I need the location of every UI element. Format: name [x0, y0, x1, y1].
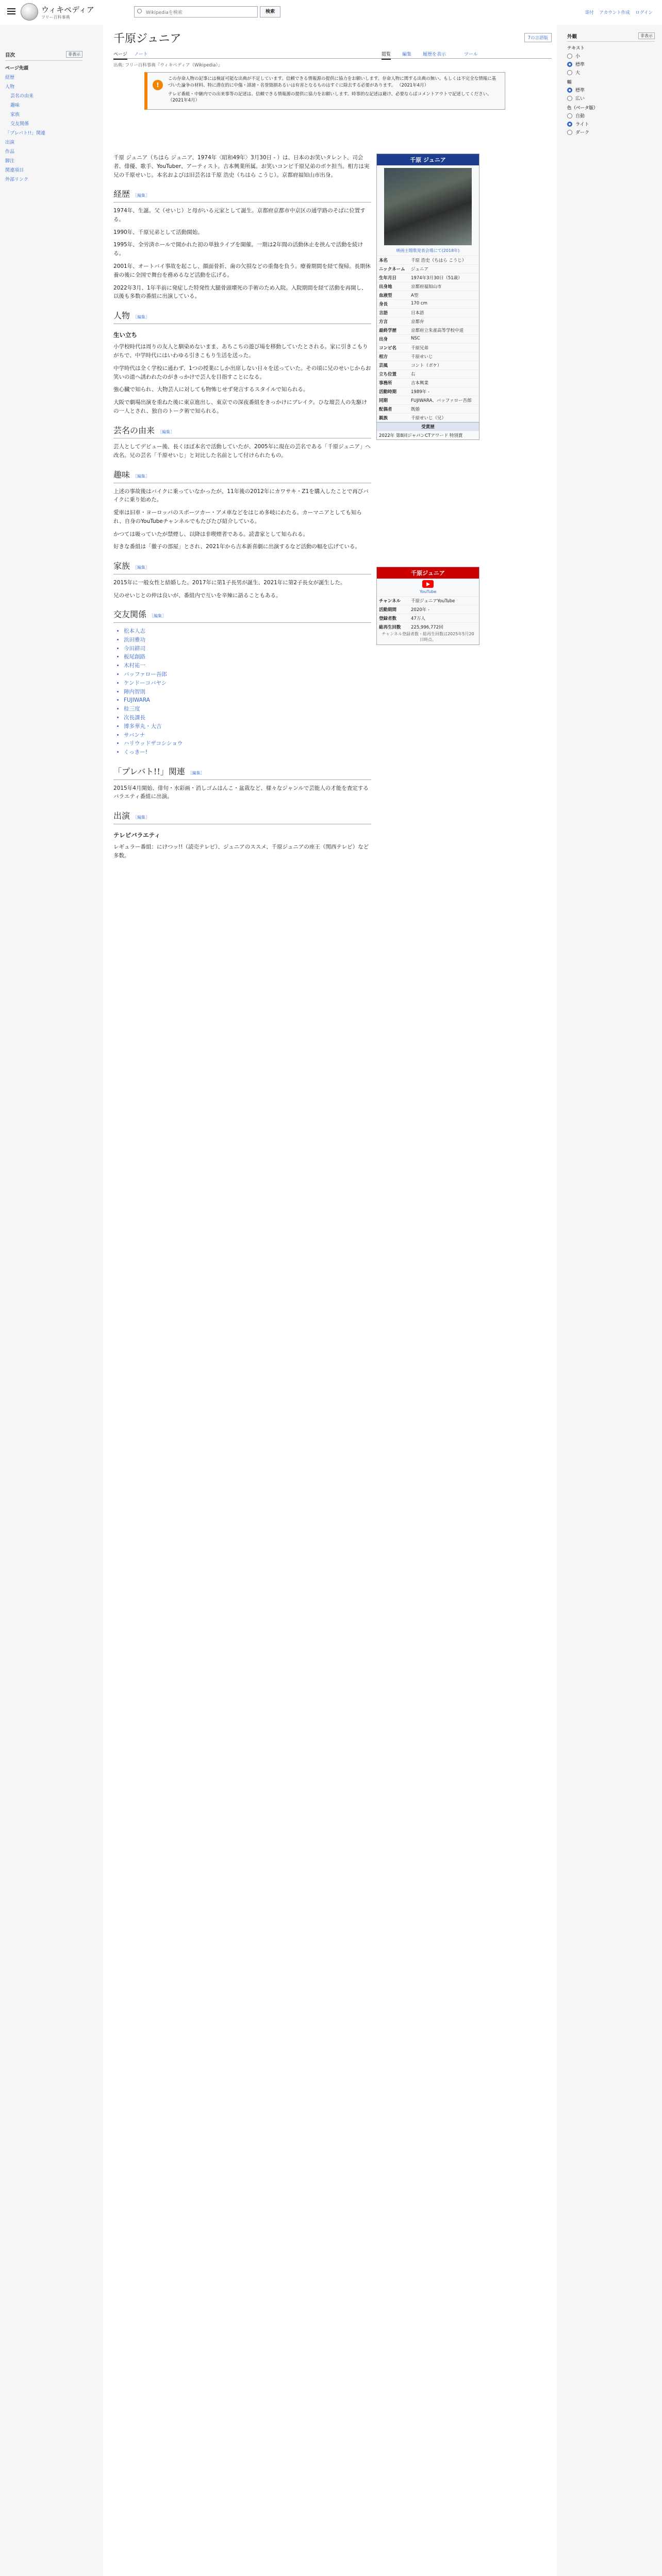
infobox-value: 日本語 — [411, 311, 424, 316]
appearance-option-label: 標準 — [575, 62, 585, 67]
infobox-row — [377, 387, 479, 396]
source-line: 出典: フリー百科事典『ウィキペディア（Wikipedia）』 — [113, 63, 223, 68]
youtube-note: チャンネル登録者数・総再生回数は2025年5月20日時点。 — [382, 632, 474, 642]
infobox-value: 千原 浩史（ちはら こうじ） — [411, 258, 467, 263]
section-paragraph: 1974年、生誕。父（せいじ）と母がいる元家として誕生。京都府京都市中京区の通学路のそばに位置する。 — [113, 207, 366, 223]
search-button[interactable]: 検索 — [260, 6, 280, 18]
toc-item[interactable]: 外部リンク — [5, 177, 28, 182]
infobox-row — [377, 614, 479, 622]
infobox-row — [377, 282, 479, 291]
infobox-key: 方言 — [379, 319, 388, 325]
youtube-label: YouTube — [419, 589, 437, 594]
infobox-value: 千原せいじ — [411, 354, 433, 360]
article-body — [113, 154, 371, 865]
warning-icon: ! — [153, 80, 163, 90]
appearance-option-label: ダーク — [575, 130, 590, 135]
portrait-photo[interactable] — [384, 168, 472, 245]
appearance-option[interactable] — [567, 121, 655, 127]
section-edit-link[interactable]: ［編集］ — [133, 473, 150, 479]
section-paragraph: 芸人としてデビュー後、長くほぼ本名で活動していたが、2005年に現在の芸名である「千原ジュニア」へ改名。兄の芸名「千原せいじ」と対比した名前として付けられたもの。 — [113, 444, 371, 459]
infobox-row — [377, 317, 479, 326]
friends-list-item[interactable]: • 陣内智則 — [124, 688, 371, 697]
infobox-value: 225,996,772回 — [411, 625, 443, 630]
infobox-value: 千原兄弟 — [411, 346, 429, 351]
toc-item[interactable]: 交友関係 — [10, 121, 29, 127]
infobox-value: コント（ボケ） — [411, 363, 442, 368]
section-heading — [113, 765, 371, 780]
main-menu-icon[interactable] — [7, 8, 15, 14]
infobox-row — [377, 334, 479, 343]
toc-item[interactable]: ページ先頭 — [5, 65, 28, 71]
appearance-group-label: 色（ベータ版） — [567, 106, 598, 111]
infobox-value: 千原せいじ（兄） — [411, 416, 446, 421]
section-paragraph: 1995年、全労済ホールで開かれた初の単独ライブを開催。一期は2年間の活動休止を挟んで活動を続ける。 — [113, 242, 363, 257]
infobox-key: 総再生回数 — [379, 625, 401, 630]
appearance-option[interactable] — [567, 112, 655, 119]
create-account-link[interactable]: アカウント作成 — [599, 10, 630, 15]
friends-list-item[interactable]: • 板尾創路 — [124, 653, 371, 662]
friends-list-item[interactable]: • くっきー! — [124, 748, 371, 757]
tab-tools[interactable]: ツール — [464, 52, 478, 57]
infobox-row — [377, 291, 479, 299]
page-title: 千原ジュニア — [113, 32, 181, 45]
section-title: 交友関係 — [113, 609, 147, 620]
language-selector-button[interactable]: 7の言語版 — [524, 33, 552, 42]
infobox-row — [377, 396, 479, 404]
section-paragraph: 中学時代は全く学校に通わず、1つの授業にしか出席しない日々を送っていた。その頃に兄のせいじからお笑いの道へ誘われたのがきっかけで芸人を目指すことになる。 — [113, 365, 371, 380]
tab-page[interactable]: ページ — [113, 50, 127, 60]
appearance-heading: 外観 非表示 — [567, 31, 655, 42]
section-edit-link[interactable]: ［編集］ — [133, 193, 150, 198]
infobox-row — [377, 361, 479, 369]
infobox-row — [377, 369, 479, 378]
infobox — [376, 154, 479, 440]
infobox-row — [377, 605, 479, 614]
infobox-value: 既婚 — [411, 407, 420, 412]
appearance-group-label: テキスト — [567, 46, 585, 51]
notice-text-1: この存命人物の記事には検証可能な出典が不足しています。信頼できる情報源の提供に協力をお願いします。存命人物に関する出典の無い、もしくは不完全な情報に基づいた論争の材料、特に潜在的に中傷・誹謗・名誉毀損あるいは有害となるものはすぐに除去する必要があります。 — [168, 76, 496, 88]
section-paragraph: かつては吸っていたが禁煙し、以降は非喫煙者である。読書家として知られる。 — [113, 531, 308, 537]
toc-item[interactable]: 作品 — [5, 149, 15, 155]
search-icon — [137, 9, 142, 13]
infobox-key: 活動期間 — [379, 607, 397, 613]
section-edit-link[interactable]: ［編集］ — [150, 614, 167, 619]
awards-row: 2022年 第8回ジャパンCTアワード 特別賞 — [377, 431, 479, 439]
appearance-option[interactable] — [567, 95, 655, 101]
section-heading — [113, 468, 371, 483]
infobox-key: 相方 — [379, 354, 388, 360]
toc-item[interactable]: 脚注 — [5, 158, 15, 164]
infobox-value: A型 — [411, 293, 419, 298]
infobox-row — [377, 326, 479, 334]
friends-list-item[interactable]: • 次長課長 — [124, 714, 371, 722]
section-title: 「プレバト!!」関連 — [113, 767, 185, 777]
section-title: 芸名の由来 — [113, 425, 155, 435]
section-paragraph: 2015年に一般女性と結婚した。2017年に第1子長男が誕生、2021年に第2子長女が誕生した。 — [113, 579, 346, 586]
appearance-option-label: 自動 — [575, 114, 585, 119]
section-paragraph: 上述の事故後はバイクに乗っていなかったが、11年後の2012年にカワサキ・Z1を購入したことで再びバイクに乗り始めた。 — [113, 488, 369, 503]
youtube-infobox-title: 千原ジュニア — [377, 567, 479, 579]
toc-item[interactable]: 出演 — [5, 140, 15, 145]
youtube-infobox — [376, 567, 479, 645]
radio-button[interactable] — [567, 96, 572, 101]
donate-link[interactable]: 寄付 — [585, 10, 594, 15]
toc-item[interactable]: 家族 — [10, 112, 20, 117]
radio-button[interactable] — [567, 70, 572, 75]
section-paragraph: 1990年、千原兄弟として活動開始。 — [113, 229, 203, 235]
section-paragraph: 兄のせいじとの仲は良いが、番組内で互いを辛辣に語ることもある。 — [113, 592, 282, 599]
toc-heading: 目次 非表示 — [5, 49, 82, 61]
infobox-value: 1989年 - — [411, 389, 429, 395]
radio-button[interactable] — [567, 88, 572, 93]
infobox-row — [377, 299, 479, 308]
section-heading — [113, 560, 371, 574]
appearance-option[interactable] — [567, 87, 655, 93]
friends-list-item[interactable]: • サバンナ — [124, 731, 371, 740]
section-paragraph: レギュラー番組：にけつッ!!（読売テレビ）、ジュニアのススメ、千原ジュニアの座王（関西テレビ）など多数。 — [113, 844, 369, 859]
friends-list-item[interactable]: • 今田耕司 — [124, 645, 371, 653]
infobox-row — [377, 404, 479, 413]
infobox-key: 出身地 — [379, 284, 392, 290]
appearance-hide-button[interactable]: 非表示 — [638, 32, 655, 39]
section-paragraph: 2022年3月、1年半前に発症した特発性大腿骨頭壊死の手術のため入院。入院期間を経て活動を再開し、以後も多数の番組に出演している。 — [113, 284, 367, 300]
infobox-value: 2020年 - — [411, 607, 429, 613]
infobox-key: 立ち位置 — [379, 372, 397, 377]
toc-item[interactable]: 芸名の由来 — [10, 93, 34, 99]
section-edit-link[interactable]: ［編集］ — [133, 815, 150, 820]
section-title: 出演 — [113, 811, 130, 821]
tab-talk[interactable]: ノート — [134, 52, 148, 57]
section-edit-link[interactable]: ［編集］ — [188, 771, 205, 776]
section-edit-link[interactable]: ［編集］ — [158, 429, 175, 434]
section-edit-link[interactable]: ［編集］ — [133, 315, 150, 320]
infobox-row — [377, 308, 479, 317]
site-header — [0, 0, 662, 25]
infobox-value: FUJIWARA、バッファロー吾郎 — [411, 398, 472, 403]
main-content — [103, 25, 557, 2576]
friends-list-item[interactable]: • 桂三度 — [124, 705, 371, 714]
tab-history[interactable]: 履歴を表示 — [423, 52, 446, 57]
toc-sidebar — [5, 49, 82, 183]
infobox-row — [377, 596, 479, 605]
infobox-key: 芸風 — [379, 363, 388, 368]
appearance-option-label: 広い — [575, 96, 585, 101]
section-paragraph: 大阪で劇場出演を重ねた後に東京進出し、東京での深夜番組をきっかけにブレイク。ひな壇芸人の先駆けの一人とされ、独自のトーク術で知られる。 — [113, 399, 367, 414]
appearance-option-label: ライト — [575, 122, 589, 127]
section-paragraph: 強心臓で知られ、大物芸人に対しても物怖じせず発言するスタイルで知られる。 — [113, 386, 309, 393]
infobox-key: 言語 — [379, 311, 388, 316]
toc-item[interactable]: 経歴 — [5, 75, 15, 80]
toc-hide-button[interactable]: 非表示 — [66, 51, 82, 58]
infobox-value: 47万人 — [411, 616, 425, 621]
section-paragraph: 愛車は旧車・ヨーロッパのスポーツカー・アメ車などをはじめ多岐にわたる。カーマニアとしても知られ、自身のYouTubeチャンネルでもたびたび紹介している。 — [113, 510, 362, 524]
tagline: フリー百科事典 — [41, 15, 70, 20]
photo-caption: 映画主題歌発表会場にて(2018年) — [396, 248, 460, 253]
infobox-key: 親族 — [379, 416, 388, 421]
infobox-value: 京都府立朱雀高等学校中退 — [411, 328, 464, 333]
infobox-value: ジュニア — [411, 267, 428, 272]
infobox-value: 1974年3月30日（51歳） — [411, 276, 462, 281]
appearance-option-label: 大 — [575, 71, 581, 76]
section-paragraph: 2001年、オートバイ事故を起こし、顔面骨折、歯の欠損などの重傷を負う。療養期間を経て復帰。長期休養の後に全国で舞台を務めるなど活動を広げる。 — [113, 263, 371, 278]
section-heading — [113, 188, 371, 202]
section-heading — [113, 424, 371, 439]
infobox-key: 同期 — [379, 398, 388, 403]
notice-date-1: （2021年4月） — [397, 82, 429, 88]
infobox-key: 事務所 — [379, 381, 392, 386]
radio-button[interactable] — [567, 62, 572, 67]
infobox-value: 京都弁 — [411, 319, 424, 325]
infobox-value: NSC — [411, 336, 420, 341]
infobox-key: 活動時期 — [379, 389, 397, 395]
infobox-row — [377, 378, 479, 387]
friends-list-item[interactable]: • FUJIWARA — [124, 696, 371, 705]
infobox-key: 生年月日 — [379, 276, 397, 281]
infobox-title: 千原 ジュニア — [377, 154, 479, 165]
radio-button[interactable] — [567, 113, 572, 118]
toc-item[interactable]: 趣味 — [10, 103, 20, 108]
friends-list-item[interactable]: • バッファロー吾郎 — [124, 670, 371, 679]
infobox-value: 京都府福知山市 — [411, 284, 442, 290]
appearance-sidebar — [567, 31, 655, 137]
lead-paragraph: 千原 ジュニア（ちはら ジュニア、1974年〈昭和49年〉3月30日 - ）は、日本のお笑いタレント、司会者、俳優、歌手、YouTuber、アーティスト。吉本興業所属。お笑いコンビ千原兄弟のボケ担当。相方は実兄の千原せいじ。本名およびは旧芸名は千原 浩史（ちはら こうじ）。京都府福知山市出身。 — [113, 155, 370, 178]
login-link[interactable]: ログイン — [635, 10, 653, 15]
page-tabs — [113, 49, 552, 59]
appearance-option[interactable] — [567, 129, 655, 135]
appearance-option[interactable] — [567, 69, 655, 76]
appearance-group-label: 幅 — [567, 80, 572, 85]
infobox-row — [377, 273, 479, 282]
citation-notice — [144, 72, 505, 110]
section-paragraph: 好きな番組は「徹子の部屋」とされ、2021年から吉本新喜劇に出演するなど活動の幅を広げている。 — [113, 544, 360, 550]
infobox-key: 登録者数 — [379, 616, 397, 621]
awards-heading: 受賞歴 — [377, 422, 479, 431]
section-heading — [113, 809, 371, 824]
infobox-key: 血液型 — [379, 293, 392, 298]
section-edit-link[interactable]: ［編集］ — [133, 565, 150, 570]
appearance-option[interactable] — [567, 61, 655, 67]
radio-button[interactable] — [567, 130, 572, 135]
friends-list-item[interactable]: • ハリウッドザコシショウ — [124, 739, 371, 748]
infobox-key: 出身 — [379, 337, 388, 342]
section-title: 趣味 — [113, 469, 130, 480]
infobox-value: 170 cm — [411, 301, 427, 306]
section-title: 人物 — [113, 311, 130, 321]
infobox-key: 身長 — [379, 302, 388, 307]
toc-item[interactable]: 人物 — [5, 84, 15, 90]
notice-text-2: テレビ番組・中継内での出来事等の記述は、信頼できる情報源の提供に協力をお願いします。時事的な記述は避け、必要ならばコメントアウトで記述してください。 — [168, 91, 492, 97]
infobox-key: 配偶者 — [379, 407, 392, 412]
appearance-option-label: 標準 — [575, 88, 585, 93]
section-title: 家族 — [113, 561, 130, 571]
friends-list — [113, 627, 371, 757]
section-heading — [113, 309, 371, 324]
section-title: 経歴 — [113, 189, 130, 199]
infobox-row — [377, 622, 479, 631]
infobox-row — [377, 343, 479, 352]
radio-button[interactable] — [567, 54, 572, 59]
search-input[interactable]: Wikipediaを検索 — [134, 6, 258, 18]
section-paragraph: 小学校時代は周りの友人と馴染めないまま、あちこちの遊び場を移動していたとされる。家に引きこもりがちで、中学時代にはいわゆる引きこもり生活を送った。 — [113, 344, 368, 359]
friends-list-item[interactable]: • 松本人志 — [124, 627, 371, 636]
infobox-value: 右 — [411, 372, 416, 377]
friends-list-item[interactable]: • 博多華丸・大吉 — [124, 722, 371, 731]
infobox-key: ニックネーム — [379, 267, 405, 272]
notice-date-2: （2021年4月） — [168, 98, 200, 104]
infobox-row — [377, 256, 479, 264]
subsection-heading: 生い立ち — [113, 331, 137, 338]
infobox-row — [377, 352, 479, 361]
wordmark[interactable]: ウィキペディア — [41, 5, 94, 14]
infobox-row — [377, 264, 479, 273]
friends-list-item[interactable]: • ケンドーコバヤシ — [124, 679, 371, 688]
tab-read[interactable]: 閲覧 — [382, 50, 391, 60]
section-heading — [113, 608, 371, 623]
radio-button[interactable] — [567, 122, 572, 127]
infobox-key: 最終学歴 — [379, 328, 397, 333]
tab-edit[interactable]: 編集 — [402, 52, 412, 57]
infobox-key: 本名 — [379, 258, 388, 263]
infobox-value: 千原ジュニアYouTube — [411, 599, 455, 604]
section-paragraph: 2015年4月開始、俳句・水彩画・消しゴムはんこ・盆栽など、様々なジャンルで芸能人の才能を査定するバラエティ番組に出演。 — [113, 785, 369, 800]
appearance-option-label: 小 — [575, 54, 581, 59]
friends-list-item[interactable]: • 浜田雅功 — [124, 636, 371, 645]
toc-item[interactable]: 「プレバト!!」関連 — [5, 130, 46, 136]
infobox-row — [377, 413, 479, 422]
infobox-key: コンビ名 — [379, 346, 397, 351]
infobox-value: 吉本興業 — [411, 381, 429, 386]
appearance-option[interactable] — [567, 53, 655, 59]
toc-item[interactable]: 関連項目 — [5, 167, 24, 173]
friends-list-item[interactable]: • 木村祐一 — [124, 662, 371, 670]
infobox-key: チャンネル — [379, 599, 401, 604]
youtube-icon — [422, 580, 434, 588]
wikipedia-globe-logo[interactable] — [21, 3, 38, 21]
subsection-heading: テレビバラエティ — [113, 831, 160, 839]
user-links — [581, 9, 653, 15]
